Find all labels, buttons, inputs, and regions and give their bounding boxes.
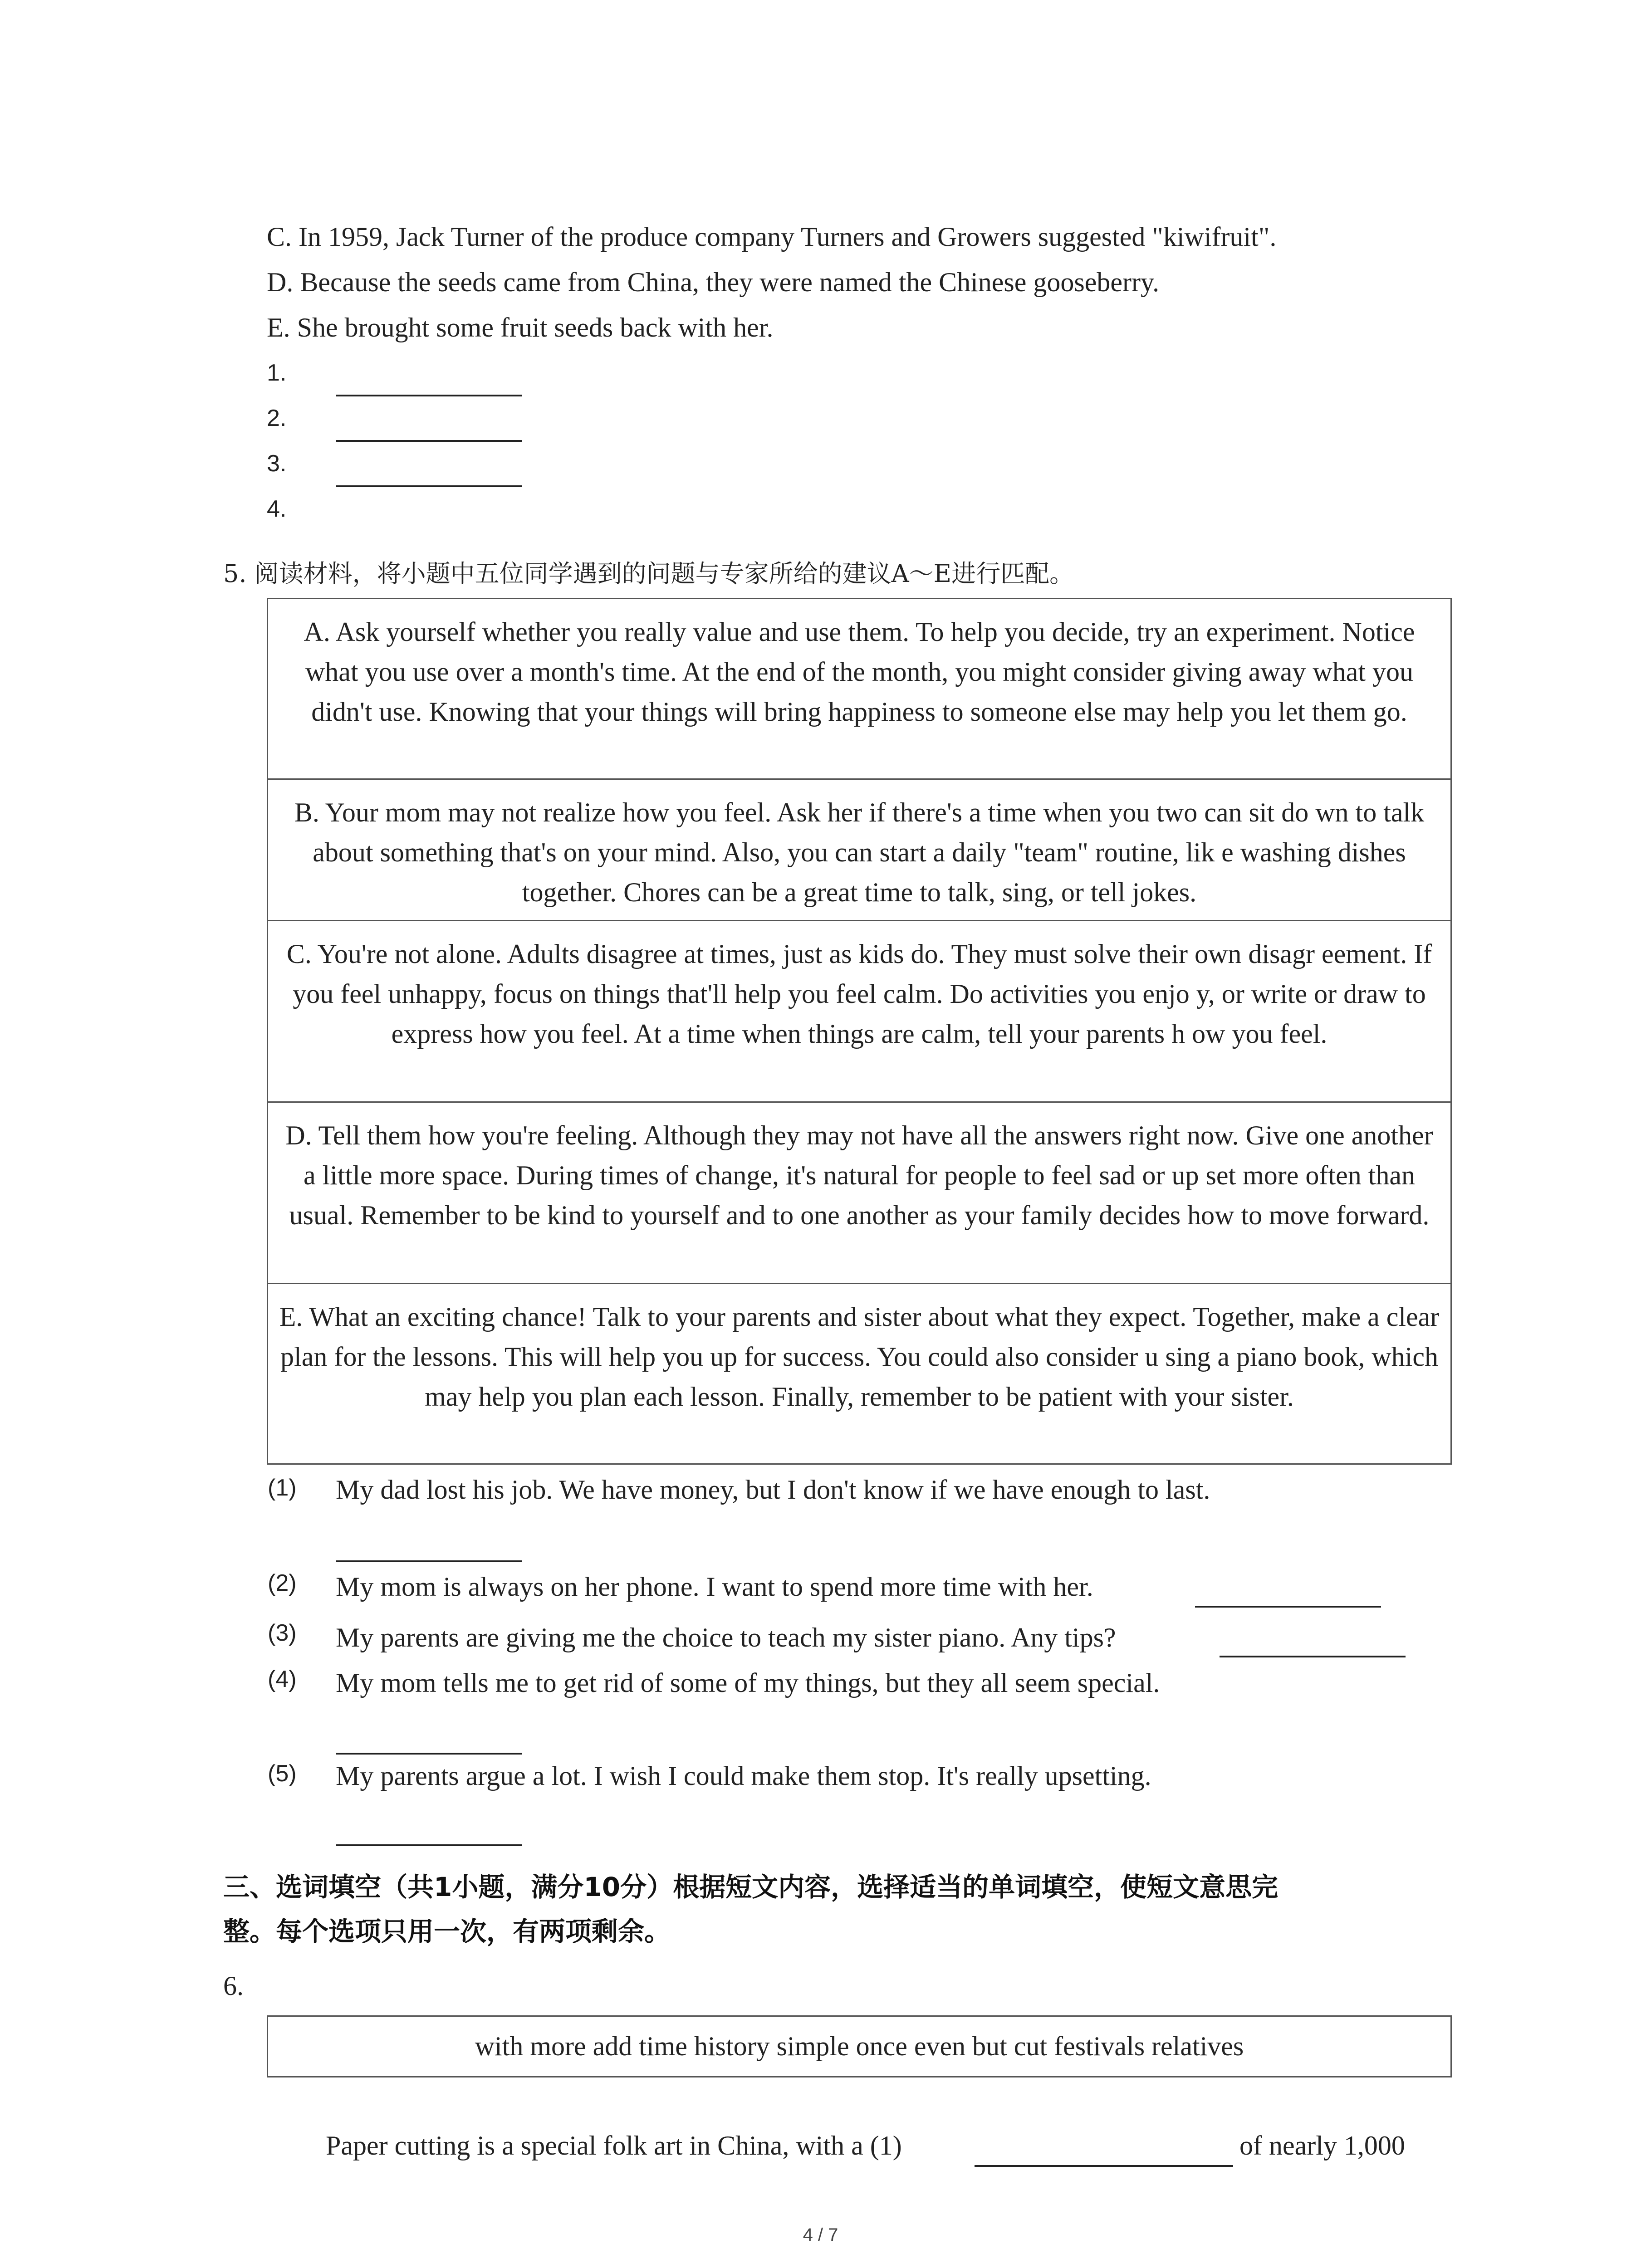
answer-blank-2[interactable] <box>336 440 522 442</box>
problem-blank-5[interactable] <box>336 1844 522 1846</box>
q6-number: 6. <box>223 1971 244 2001</box>
problem-text-5: My parents argue a lot. I wish I could make them stop. It's really upsetting. <box>336 1761 1151 1791</box>
problem-num-2: (2) <box>268 1570 297 1596</box>
answer-label-2: 2. <box>267 405 287 431</box>
problem-num-3: (3) <box>268 1620 297 1646</box>
advice-table <box>267 598 1452 1465</box>
section3-heading-line1: 三、选词填空（共1小题，满分10分）根据短文内容，选择适当的单词填空，使短文意思完 <box>223 1872 1279 1902</box>
answer-label-3: 3. <box>267 450 287 477</box>
problem-text-1: My dad lost his job. We have money, but I don't know if we have enough to last. <box>336 1475 1210 1505</box>
passage-after: of nearly 1,000 <box>1239 2131 1405 2160</box>
problem-num-4: (4) <box>268 1666 297 1692</box>
problem-num-5: (5) <box>268 1760 297 1787</box>
answer-blank-3[interactable] <box>336 485 522 487</box>
option-e: E. She brought some fruit seeds back with her. <box>267 313 774 342</box>
problem-blank-4[interactable] <box>336 1753 522 1755</box>
advice-b: B. Your mom may not realize how you feel. Ask her if there's a time when you two can sit do wn to talk about something that's on your mind. Also, you can start a daily "team" routine, lik e washing dishes together. Chores can be a great time to talk, sing, or tell jokes. <box>268 780 1450 921</box>
page-number: 4 / 7 <box>803 2225 838 2245</box>
passage-blank-1[interactable] <box>975 2165 1233 2167</box>
option-d: D. Because the seeds came from China, they were named the Chinese gooseberry. <box>267 267 1160 297</box>
advice-d: D. Tell them how you're feeling. Although they may not have all the answers right now. Give one another a little more space. During times of change, it's natural for people to feel sad or up set more often than usual. Remember to be kind to yourself and to one another as your family decides how to move forward. <box>268 1103 1450 1284</box>
q5-instruction: 5. 阅读材料，将小题中五位同学遇到的问题与专家所给的建议A～E进行匹配。 <box>223 559 1074 588</box>
passage-start: Paper cutting is a special folk art in China, with a (1) <box>326 2131 902 2160</box>
problem-num-1: (1) <box>268 1475 297 1501</box>
option-c: C. In 1959, Jack Turner of the produce company Turners and Growers suggested "kiwifruit". <box>267 222 1277 252</box>
problem-blank-1[interactable] <box>336 1560 522 1562</box>
problem-text-3: My parents are giving me the choice to teach my sister piano. Any tips? <box>336 1623 1116 1652</box>
advice-c: C. You're not alone. Adults disagree at times, just as kids do. They must solve their own disagr eement. If you feel unhappy, focus on things that'll help you feel calm. Do activities you enjo y, or write or draw to express how you feel. At a time when things are calm, tell your parents h ow you feel. <box>268 921 1450 1103</box>
advice-a: A. Ask yourself whether you really value and use them. To help you decide, try an experiment. Notice what you use over a month's time. At the end of the month, you might consider giving away what you didn't use. Knowing that your things will bring happiness to someone else may help you let them go. <box>268 599 1450 780</box>
problem-text-4: My mom tells me to get rid of some of my things, but they all seem special. <box>336 1668 1160 1698</box>
advice-e: E. What an exciting chance! Talk to your parents and sister about what they expect. Together, make a clear plan for the lessons. This will help you up for success. You could also consider u sing a piano book, which may help you plan each lesson. Finally, remember to be patient with your sister. <box>279 1302 1440 1412</box>
section3-heading-line2: 整。每个选项只用一次，有两项剩余。 <box>223 1916 671 1947</box>
answer-label-1: 1. <box>267 360 287 386</box>
word-bank-box: with more add time history simple once even but cut festivals relatives <box>267 2015 1452 2077</box>
problem-text-2: My mom is always on her phone. I want to spend more time with her. <box>336 1572 1093 1602</box>
problem-blank-3[interactable] <box>1220 1656 1406 1657</box>
answer-blank-1[interactable] <box>336 395 522 396</box>
answer-label-4: 4. <box>267 496 287 522</box>
problem-blank-2[interactable] <box>1195 1606 1381 1608</box>
